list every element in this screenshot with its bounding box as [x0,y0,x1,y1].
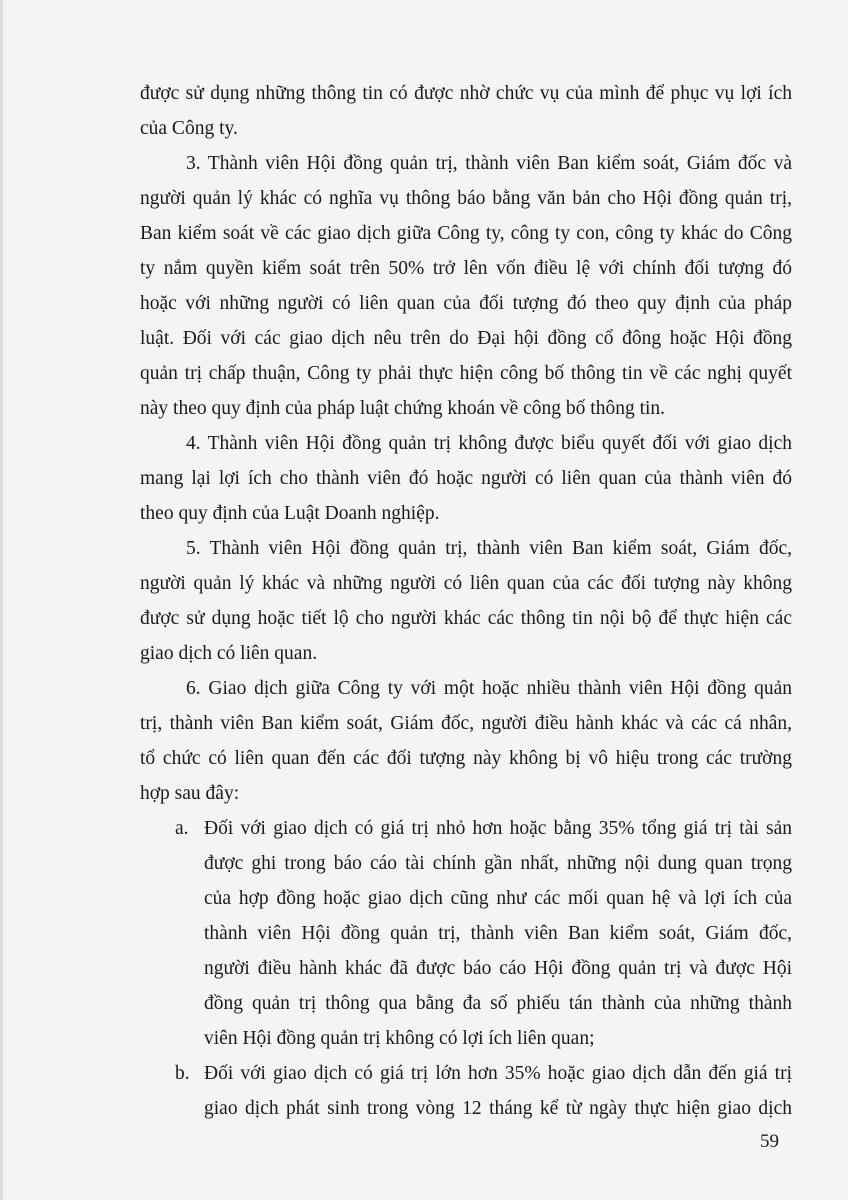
text-line: mang lại lợi ích cho thành viên đó hoặc người có liên quan của thành viên đó [140,468,792,489]
text-line: này theo quy định của pháp luật chứng khoán về công bố thông tin. [140,398,666,419]
list-item-line: thành viên Hội đồng quản trị, thành viên Ban kiểm soát, Giám đốc, [204,923,792,944]
text-line: được sử dụng những thông tin có được nhờ chức vụ của mình để phục vụ lợi ích [140,83,792,104]
list-marker: b. [175,1063,190,1084]
text-line: hoặc với những người có liên quan của đối tượng đó theo quy định của pháp [140,293,792,314]
text-line: hợp sau đây: [140,783,240,804]
text-line: 4. Thành viên Hội đồng quản trị không được biểu quyết đối với giao dịch [186,433,792,454]
list-item-line: của hợp đồng hoặc giao dịch cũng như các mối quan hệ và lợi ích của [204,888,792,909]
list-item-line: viên Hội đồng quản trị không có lợi ích liên quan; [204,1028,595,1049]
page-edge [0,0,3,1200]
text-line: người quản lý khác có nghĩa vụ thông báo bằng văn bản cho Hội đồng quản trị, [140,188,792,209]
list-item-line: người điều hành khác đã được báo cáo Hội đồng quản trị và được Hội [204,958,792,979]
text-line: 5. Thành viên Hội đồng quản trị, thành viên Ban kiểm soát, Giám đốc, [186,538,792,559]
text-line: của Công ty. [140,118,238,139]
text-line: luật. Đối với các giao dịch nêu trên do Đại hội đồng cổ đông hoặc Hội đồng [140,328,792,349]
text-line: 3. Thành viên Hội đồng quản trị, thành viên Ban kiểm soát, Giám đốc và [186,153,792,174]
list-item-line: giao dịch phát sinh trong vòng 12 tháng kể từ ngày thực hiện giao dịch [204,1098,792,1119]
text-line: tổ chức có liên quan đến các đối tượng này không bị vô hiệu trong các trường [140,748,792,769]
text-line: 6. Giao dịch giữa Công ty với một hoặc nhiều thành viên Hội đồng quản [186,678,792,699]
text-line: được sử dụng hoặc tiết lộ cho người khác các thông tin nội bộ để thực hiện các [140,608,792,629]
text-line: Ban kiểm soát về các giao dịch giữa Công ty, công ty con, công ty khác do Công [140,223,792,244]
text-line: giao dịch có liên quan. [140,643,318,664]
text-line: theo quy định của Luật Doanh nghiệp. [140,503,440,524]
list-marker: a. [175,818,189,839]
list-item-line: Đối với giao dịch có giá trị nhỏ hơn hoặc bằng 35% tổng giá trị tài sản [204,818,792,839]
list-item-line: đồng quản trị thông qua bằng đa số phiếu tán thành của những thành [204,993,792,1014]
list-item-line: được ghi trong báo cáo tài chính gần nhất, những nội dung quan trọng [204,853,792,874]
list-item-line: Đối với giao dịch có giá trị lớn hơn 35% hoặc giao dịch dẫn đến giá trị [204,1063,792,1084]
text-line: người quản lý khác và những người có liên quan của các đối tượng này không [140,573,792,594]
text-line: ty nắm quyền kiểm soát trên 50% trở lên vốn điều lệ với chính đối tượng đó [140,258,792,279]
text-line: trị, thành viên Ban kiểm soát, Giám đốc, người điều hành khác và các cá nhân, [140,713,792,734]
text-line: quản trị chấp thuận, Công ty phải thực hiện công bố thông tin về các nghị quyết [140,363,792,384]
page-number: 59 [760,1131,779,1152]
